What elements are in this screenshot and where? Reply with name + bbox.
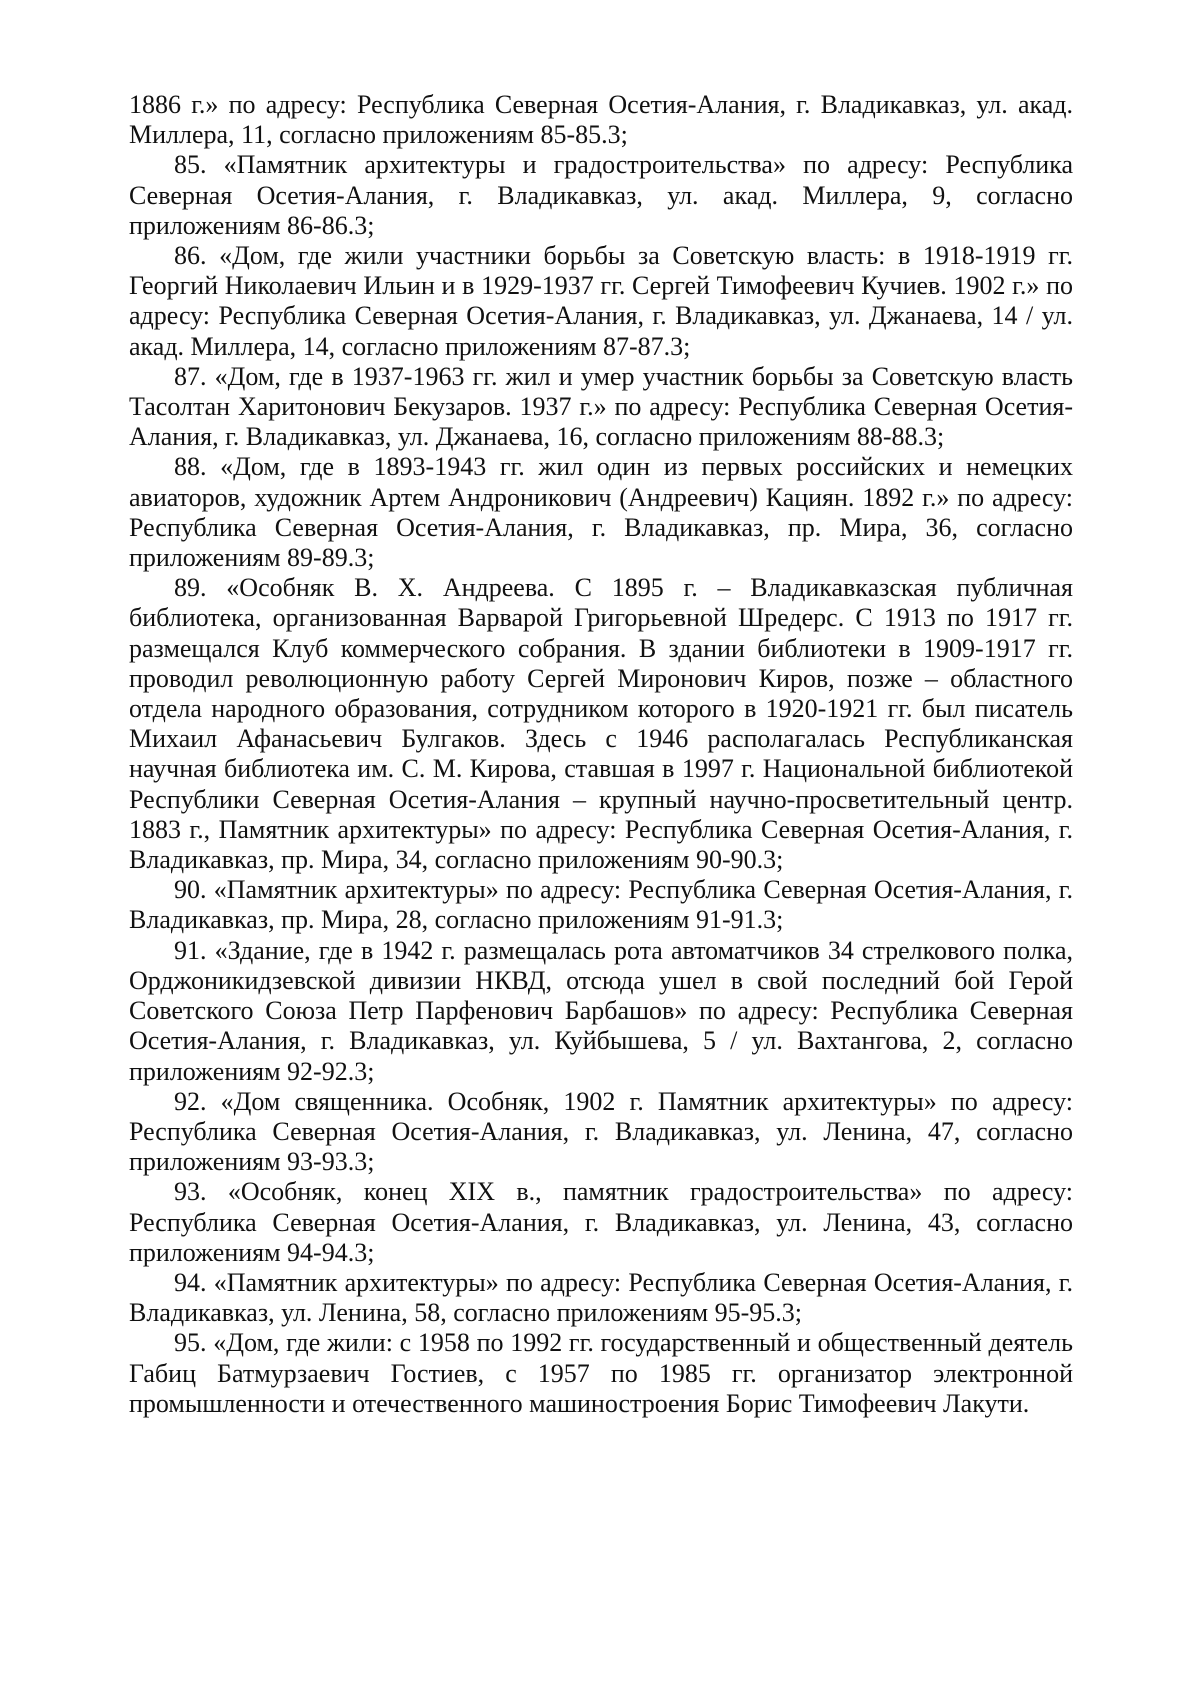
paragraph-92: 92. «Дом священника. Особняк, 1902 г. Памятник архитектуры» по адресу: Республика Северная Осетия-Алания, г. Владикавказ, ул. Ленина, 47, согласно приложениям 93-93.3; (129, 1086, 1073, 1177)
paragraph-90: 90. «Памятник архитектуры» по адресу: Республика Северная Осетия-Алания, г. Владикавказ, пр. Мира, 28, согласно приложениям 91-91.3; (129, 875, 1073, 935)
paragraph-95: 95. «Дом, где жили: с 1958 по 1992 гг. государственный и общественный деятель Габиц Батмурзаевич Гостиев, с 1957 по 1985 гг. организатор электронной промышленности и отечественного машиностроения Борис Тимофеевич Лакути. (129, 1328, 1073, 1418)
paragraph-86: 86. «Дом, где жили участники борьбы за Советскую власть: в 1918-1919 гг. Георгий Николаевич Ильин и в 1929-1937 гг. Сергей Тимофеевич Кучиев. 1902 г.» по адресу: Республика Северная Осетия-Алания, г. Владикавказ, ул. Джанаева, 14 / ул. акад. Миллера, 14, согласно приложениям 87-87.3; (129, 241, 1073, 361)
paragraph-84-continuation: 1886 г.» по адресу: Республика Северная Осетия-Алания, г. Владикавказ, ул. акад. Миллера, 11, согласно приложениям 85-85.3; (129, 90, 1073, 150)
paragraph-93: 93. «Особняк, конец XIX в., памятник градостроительства» по адресу: Республика Северная Осетия-Алания, г. Владикавказ, ул. Ленина, 43, согласно приложениям 94-94.3; (129, 1177, 1073, 1267)
paragraph-89: 89. «Особняк В. Х. Андреева. С 1895 г. – Владикавказская публичная библиотека, организованная Варварой Григорьевной Шредерс. С 1913 по 1917 гг. размещался Клуб коммерческого собрания. В здании библиотеки в 1909-1917 гг. проводил революционную работу Сергей Миронович Киров, позже – областного отдела народного образования, сотрудником которого в 1920-1921 гг. был писатель Михаил Афанасьевич Булгаков. Здесь с 1946 располагалась Республиканская научная библиотека им. С. М. Кирова, ставшая в 1997 г. Национальной библиотекой Республики Северная Осетия-Алания – крупный научно-просветительный центр. 1883 г., Памятник архитектуры» по адресу: Республика Северная Осетия-Алания, г. Владикавказ, пр. Мира, 34, согласно приложениям 90-90.3; (129, 573, 1073, 875)
paragraph-85: 85. «Памятник архитектуры и градостроительства» по адресу: Республика Северная Осетия-Алания, г. Владикавказ, ул. акад. Миллера, 9, согласно приложениям 86-86.3; (129, 150, 1073, 240)
paragraph-91: 91. «Здание, где в 1942 г. размещалась рота автоматчиков 34 стрелкового полка, Орджоникидзевской дивизии НКВД, отсюда ушел в свой последний бой Герой Советского Союза Петр Парфенович Барбашов» по адресу: Республика Северная Осетия-Алания, г. Владикавказ, ул. Куйбышева, 5 / ул. Вахтангова, 2, согласно приложениям 92-92.3; (129, 935, 1073, 1086)
paragraph-94: 94. «Памятник архитектуры» по адресу: Республика Северная Осетия-Алания, г. Владикавказ, ул. Ленина, 58, согласно приложениям 95-95.3; (129, 1267, 1073, 1328)
paragraph-88: 88. «Дом, где в 1893-1943 гг. жил один из первых российских и немецких авиаторов, художник Артем Андроникович (Андреевич) Кациян. 1892 г.» по адресу: Республика Северная Осетия-Алания, г. Владикавказ, пр. Мира, 36, согласно приложениям 89-89.3; (129, 452, 1073, 573)
document-page (129, 90, 1073, 1419)
paragraph-87: 87. «Дом, где в 1937-1963 гг. жил и умер участник борьбы за Советскую власть Тасолтан Харитонович Бекузаров. 1937 г.» по адресу: Республика Северная Осетия-Алания, г. Владикавказ, ул. Джанаева, 16, согласно приложениям 88-88.3; (129, 361, 1073, 452)
